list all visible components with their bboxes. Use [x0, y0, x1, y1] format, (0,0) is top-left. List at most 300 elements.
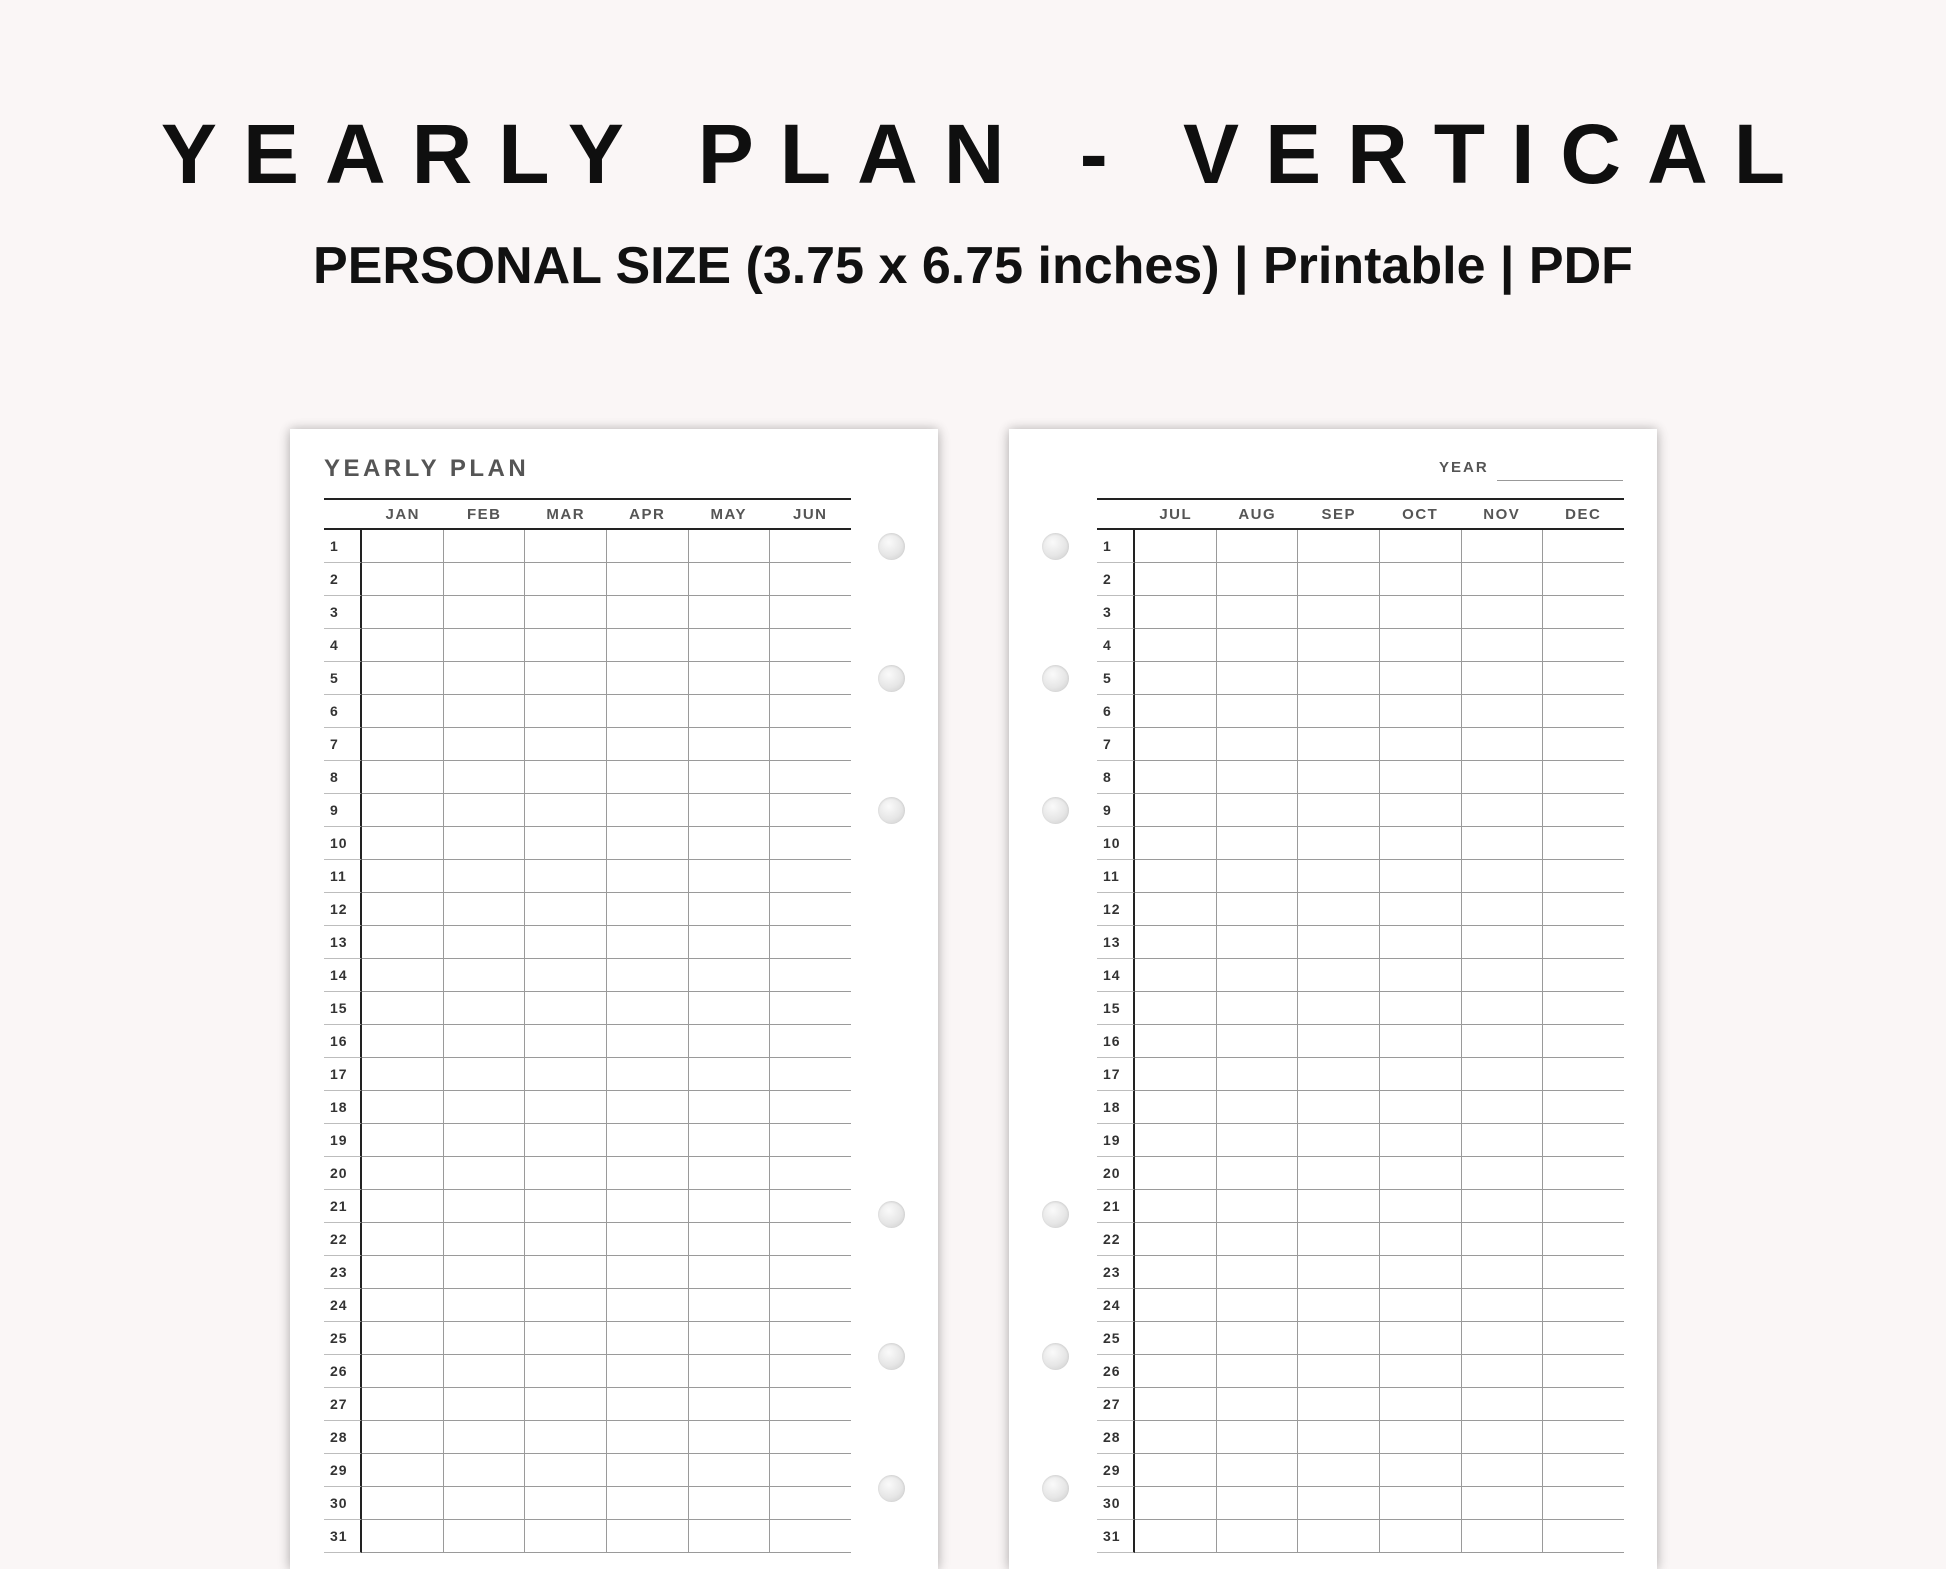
day-cell — [525, 695, 607, 728]
day-cell — [444, 1190, 526, 1223]
day-cell — [607, 860, 689, 893]
day-cell — [1135, 1355, 1217, 1388]
day-cell — [362, 1157, 444, 1190]
day-row — [1097, 530, 1624, 563]
day-cell — [1135, 1190, 1217, 1223]
day-cell — [1217, 1190, 1299, 1223]
day-cell — [1298, 1289, 1380, 1322]
day-cell — [1462, 1355, 1544, 1388]
day-cell — [770, 1355, 851, 1388]
month-header-row — [324, 498, 851, 530]
day-cell — [362, 926, 444, 959]
day-cell — [1298, 629, 1380, 662]
day-cell — [444, 1520, 526, 1553]
headline-title: YEARLY PLAN - VERTICAL — [160, 107, 1812, 201]
day-number: 28 — [1097, 1421, 1135, 1454]
day-cell — [607, 794, 689, 827]
day-cell — [1135, 1124, 1217, 1157]
day-cell — [444, 629, 526, 662]
day-cell — [770, 596, 851, 629]
day-cell — [689, 530, 771, 563]
day-cell — [1462, 1322, 1544, 1355]
day-row — [324, 1421, 851, 1454]
day-cell — [770, 1091, 851, 1124]
day-row — [324, 695, 851, 728]
day-row — [324, 1058, 851, 1091]
day-cell — [689, 959, 771, 992]
day-cell — [525, 1355, 607, 1388]
day-cell — [444, 926, 526, 959]
day-cell — [1543, 1256, 1624, 1289]
day-cell — [607, 1322, 689, 1355]
day-cell — [607, 992, 689, 1025]
day-cell — [1135, 1421, 1217, 1454]
day-cell — [1380, 1190, 1462, 1223]
day-cell — [1462, 695, 1544, 728]
month-header-jul: JUL — [1159, 506, 1193, 523]
day-cell — [1298, 794, 1380, 827]
day-cell — [607, 1124, 689, 1157]
day-row — [1097, 1091, 1624, 1124]
day-cell — [607, 959, 689, 992]
day-row — [324, 893, 851, 926]
day-cell — [770, 1058, 851, 1091]
day-cell — [362, 761, 444, 794]
day-cell — [1217, 1091, 1299, 1124]
day-row — [324, 1091, 851, 1124]
day-cell — [607, 1520, 689, 1553]
day-row — [1097, 1223, 1624, 1256]
month-grid-right — [1097, 498, 1624, 1553]
day-cell — [362, 992, 444, 1025]
day-cell — [1298, 1190, 1380, 1223]
headline-subtitle: PERSONAL SIZE (3.75 x 6.75 inches) | Printable | PDF — [313, 237, 1633, 295]
day-cell — [1217, 992, 1299, 1025]
binder-hole — [878, 1475, 905, 1502]
day-cell — [1298, 1520, 1380, 1553]
day-number: 2 — [1097, 563, 1135, 596]
day-cell — [362, 1322, 444, 1355]
day-cell — [1135, 629, 1217, 662]
day-cell — [607, 728, 689, 761]
day-cell — [444, 596, 526, 629]
day-cell — [444, 695, 526, 728]
day-cell — [1380, 530, 1462, 563]
day-cell — [1380, 1388, 1462, 1421]
day-cell — [444, 530, 526, 563]
day-cell — [1298, 959, 1380, 992]
day-cell — [525, 893, 607, 926]
day-cell — [770, 1190, 851, 1223]
day-number: 6 — [324, 695, 362, 728]
day-cell — [362, 1058, 444, 1091]
day-row — [324, 959, 851, 992]
day-number: 3 — [1097, 596, 1135, 629]
day-cell — [1380, 1355, 1462, 1388]
day-number: 20 — [324, 1157, 362, 1190]
day-row — [324, 1025, 851, 1058]
day-row — [1097, 1388, 1624, 1421]
day-number: 10 — [1097, 827, 1135, 860]
day-cell — [1298, 1454, 1380, 1487]
day-cell — [1217, 959, 1299, 992]
binder-hole — [878, 797, 905, 824]
day-row — [1097, 596, 1624, 629]
day-cell — [1543, 893, 1624, 926]
day-cell — [1217, 1421, 1299, 1454]
day-cell — [607, 1025, 689, 1058]
day-cell — [1543, 695, 1624, 728]
day-cell — [444, 860, 526, 893]
day-cell — [1217, 1025, 1299, 1058]
day-cell — [689, 1091, 771, 1124]
day-cell — [362, 1223, 444, 1256]
day-cell — [770, 1454, 851, 1487]
day-cell — [689, 992, 771, 1025]
day-number: 3 — [324, 596, 362, 629]
day-cell — [1380, 794, 1462, 827]
day-cell — [444, 1454, 526, 1487]
year-write-line — [1497, 480, 1623, 481]
right-planner-page — [1009, 429, 1657, 1569]
day-number: 30 — [324, 1487, 362, 1520]
day-cell — [1298, 530, 1380, 563]
day-row — [1097, 827, 1624, 860]
day-cell — [1298, 695, 1380, 728]
day-row — [1097, 1190, 1624, 1223]
day-number: 24 — [324, 1289, 362, 1322]
day-cell — [362, 1388, 444, 1421]
day-cell — [1135, 1388, 1217, 1421]
day-cell — [362, 959, 444, 992]
day-cell — [770, 728, 851, 761]
day-cell — [689, 596, 771, 629]
day-number: 14 — [324, 959, 362, 992]
day-cell — [525, 1190, 607, 1223]
day-cell — [1462, 1091, 1544, 1124]
day-cell — [689, 794, 771, 827]
day-cell — [1380, 1256, 1462, 1289]
day-cell — [1543, 1223, 1624, 1256]
day-cell — [689, 1355, 771, 1388]
day-cell — [689, 1058, 771, 1091]
day-cell — [770, 1025, 851, 1058]
day-number: 18 — [324, 1091, 362, 1124]
day-cell — [525, 1289, 607, 1322]
day-cell — [444, 1487, 526, 1520]
day-row — [324, 1487, 851, 1520]
day-cell — [1543, 1487, 1624, 1520]
day-row — [324, 1256, 851, 1289]
day-cell — [1135, 1157, 1217, 1190]
day-cell — [525, 860, 607, 893]
day-number: 29 — [1097, 1454, 1135, 1487]
day-cell — [1217, 827, 1299, 860]
day-number: 7 — [1097, 728, 1135, 761]
month-header-oct: OCT — [1402, 506, 1439, 523]
day-cell — [525, 530, 607, 563]
day-cell — [1135, 1058, 1217, 1091]
day-cell — [1217, 794, 1299, 827]
day-row — [324, 596, 851, 629]
page-title: YEARLY PLAN — [324, 455, 530, 482]
day-cell — [607, 1487, 689, 1520]
day-cell — [1462, 530, 1544, 563]
day-cell — [1298, 992, 1380, 1025]
day-number: 15 — [1097, 992, 1135, 1025]
day-number: 25 — [324, 1322, 362, 1355]
day-cell — [689, 761, 771, 794]
day-cell — [444, 959, 526, 992]
day-cell — [525, 1124, 607, 1157]
day-cell — [362, 1091, 444, 1124]
day-cell — [1217, 1289, 1299, 1322]
day-cell — [525, 1025, 607, 1058]
day-row — [324, 728, 851, 761]
day-cell — [1135, 1091, 1217, 1124]
day-cell — [689, 827, 771, 860]
day-cell — [1380, 1454, 1462, 1487]
day-number: 10 — [324, 827, 362, 860]
day-number: 30 — [1097, 1487, 1135, 1520]
day-number-spacer — [324, 500, 362, 528]
day-cell — [1217, 1058, 1299, 1091]
day-cell — [1462, 761, 1544, 794]
day-number: 16 — [1097, 1025, 1135, 1058]
binder-hole — [878, 665, 905, 692]
day-cell — [1543, 728, 1624, 761]
day-number: 9 — [324, 794, 362, 827]
day-cell — [607, 662, 689, 695]
day-cell — [1217, 1223, 1299, 1256]
day-cell — [525, 1487, 607, 1520]
day-number: 5 — [324, 662, 362, 695]
day-cell — [770, 1388, 851, 1421]
day-cell — [1462, 629, 1544, 662]
day-cell — [1217, 1322, 1299, 1355]
day-cell — [1380, 728, 1462, 761]
day-cell — [1380, 1421, 1462, 1454]
day-cell — [607, 530, 689, 563]
day-number: 31 — [324, 1520, 362, 1553]
day-cell — [444, 827, 526, 860]
day-cell — [1462, 728, 1544, 761]
day-cell — [1380, 959, 1462, 992]
month-header-apr: APR — [629, 506, 666, 523]
day-cell — [1462, 794, 1544, 827]
day-cell — [1380, 1289, 1462, 1322]
day-cell — [1380, 1223, 1462, 1256]
day-cell — [1135, 1322, 1217, 1355]
day-cell — [525, 728, 607, 761]
month-header-feb: FEB — [467, 506, 502, 523]
day-cell — [1135, 893, 1217, 926]
day-row — [324, 629, 851, 662]
day-cell — [1543, 1091, 1624, 1124]
day-cell — [525, 959, 607, 992]
day-cell — [525, 992, 607, 1025]
day-cell — [1543, 860, 1624, 893]
year-label: YEAR — [1439, 459, 1489, 476]
day-row — [1097, 1025, 1624, 1058]
day-cell — [1543, 1421, 1624, 1454]
day-cell — [689, 860, 771, 893]
day-cell — [362, 860, 444, 893]
day-cell — [444, 1223, 526, 1256]
day-cell — [1298, 1322, 1380, 1355]
day-cell — [1298, 1355, 1380, 1388]
day-cell — [444, 1091, 526, 1124]
day-number: 12 — [324, 893, 362, 926]
day-cell — [1298, 596, 1380, 629]
day-row — [324, 1124, 851, 1157]
day-cell — [770, 860, 851, 893]
day-cell — [770, 926, 851, 959]
day-cell — [444, 761, 526, 794]
day-cell — [362, 1289, 444, 1322]
day-cell — [1298, 1091, 1380, 1124]
day-number: 16 — [324, 1025, 362, 1058]
day-cell — [525, 1091, 607, 1124]
day-cell — [689, 1487, 771, 1520]
day-cell — [770, 1487, 851, 1520]
day-cell — [689, 563, 771, 596]
day-cell — [1217, 1487, 1299, 1520]
day-number: 28 — [324, 1421, 362, 1454]
day-cell — [770, 893, 851, 926]
day-cell — [1298, 563, 1380, 596]
month-header-may: MAY — [710, 506, 747, 523]
day-row — [324, 1355, 851, 1388]
day-cell — [770, 530, 851, 563]
day-cell — [770, 1421, 851, 1454]
day-cell — [770, 1520, 851, 1553]
day-cell — [1462, 926, 1544, 959]
day-cell — [362, 662, 444, 695]
day-cell — [770, 1157, 851, 1190]
day-cell — [525, 1223, 607, 1256]
day-cell — [362, 728, 444, 761]
day-cell — [444, 1421, 526, 1454]
day-cell — [1217, 728, 1299, 761]
day-cell — [444, 1025, 526, 1058]
day-cell — [525, 794, 607, 827]
day-cell — [1298, 662, 1380, 695]
day-row — [324, 926, 851, 959]
binder-hole — [878, 1201, 905, 1228]
binder-hole — [1042, 1475, 1069, 1502]
day-cell — [1462, 1058, 1544, 1091]
day-cell — [1543, 1520, 1624, 1553]
day-row — [1097, 860, 1624, 893]
day-cell — [1380, 596, 1462, 629]
day-cell — [1380, 926, 1462, 959]
day-cell — [1135, 761, 1217, 794]
day-cell — [607, 1355, 689, 1388]
day-row — [1097, 629, 1624, 662]
day-cell — [362, 530, 444, 563]
day-cell — [362, 563, 444, 596]
day-row — [1097, 1322, 1624, 1355]
day-cell — [362, 893, 444, 926]
day-cell — [444, 794, 526, 827]
day-cell — [770, 827, 851, 860]
day-cell — [770, 662, 851, 695]
day-cell — [1217, 695, 1299, 728]
day-cell — [1543, 1289, 1624, 1322]
day-number: 17 — [324, 1058, 362, 1091]
day-cell — [1543, 992, 1624, 1025]
day-cell — [607, 893, 689, 926]
day-row — [324, 1454, 851, 1487]
day-row — [324, 827, 851, 860]
day-cell — [444, 1157, 526, 1190]
day-cell — [689, 1124, 771, 1157]
month-header-nov: NOV — [1483, 506, 1521, 523]
day-number: 26 — [1097, 1355, 1135, 1388]
month-header-jun: JUN — [792, 506, 828, 523]
day-cell — [1380, 1157, 1462, 1190]
day-number: 5 — [1097, 662, 1135, 695]
day-cell — [1543, 596, 1624, 629]
day-cell — [1462, 1421, 1544, 1454]
day-cell — [525, 1421, 607, 1454]
day-number: 1 — [1097, 530, 1135, 563]
day-cell — [444, 992, 526, 1025]
day-row — [1097, 794, 1624, 827]
day-row — [1097, 1058, 1624, 1091]
day-cell — [444, 1124, 526, 1157]
day-cell — [689, 1421, 771, 1454]
day-cell — [1462, 860, 1544, 893]
day-cell — [607, 1058, 689, 1091]
day-row — [1097, 1256, 1624, 1289]
day-cell — [1543, 1355, 1624, 1388]
day-row — [324, 992, 851, 1025]
binder-hole — [1042, 665, 1069, 692]
day-cell — [1298, 1421, 1380, 1454]
day-cell — [362, 1355, 444, 1388]
day-number: 4 — [1097, 629, 1135, 662]
day-cell — [362, 596, 444, 629]
day-cell — [1543, 662, 1624, 695]
day-number: 19 — [1097, 1124, 1135, 1157]
day-cell — [1217, 860, 1299, 893]
day-cell — [525, 827, 607, 860]
day-cell — [607, 1256, 689, 1289]
day-cell — [1462, 893, 1544, 926]
day-number: 26 — [324, 1355, 362, 1388]
month-header-dec: DEC — [1565, 506, 1602, 523]
day-number: 9 — [1097, 794, 1135, 827]
day-cell — [770, 1289, 851, 1322]
day-row — [1097, 695, 1624, 728]
day-row — [324, 1223, 851, 1256]
day-number: 23 — [1097, 1256, 1135, 1289]
day-number: 8 — [1097, 761, 1135, 794]
day-cell — [1462, 596, 1544, 629]
day-cell — [525, 1520, 607, 1553]
day-cell — [1543, 1454, 1624, 1487]
day-cell — [1217, 761, 1299, 794]
binder-hole — [1042, 1201, 1069, 1228]
day-cell — [444, 563, 526, 596]
day-cell — [1543, 794, 1624, 827]
day-cell — [525, 596, 607, 629]
day-cell — [1462, 1223, 1544, 1256]
day-cell — [607, 1091, 689, 1124]
day-number: 31 — [1097, 1520, 1135, 1553]
